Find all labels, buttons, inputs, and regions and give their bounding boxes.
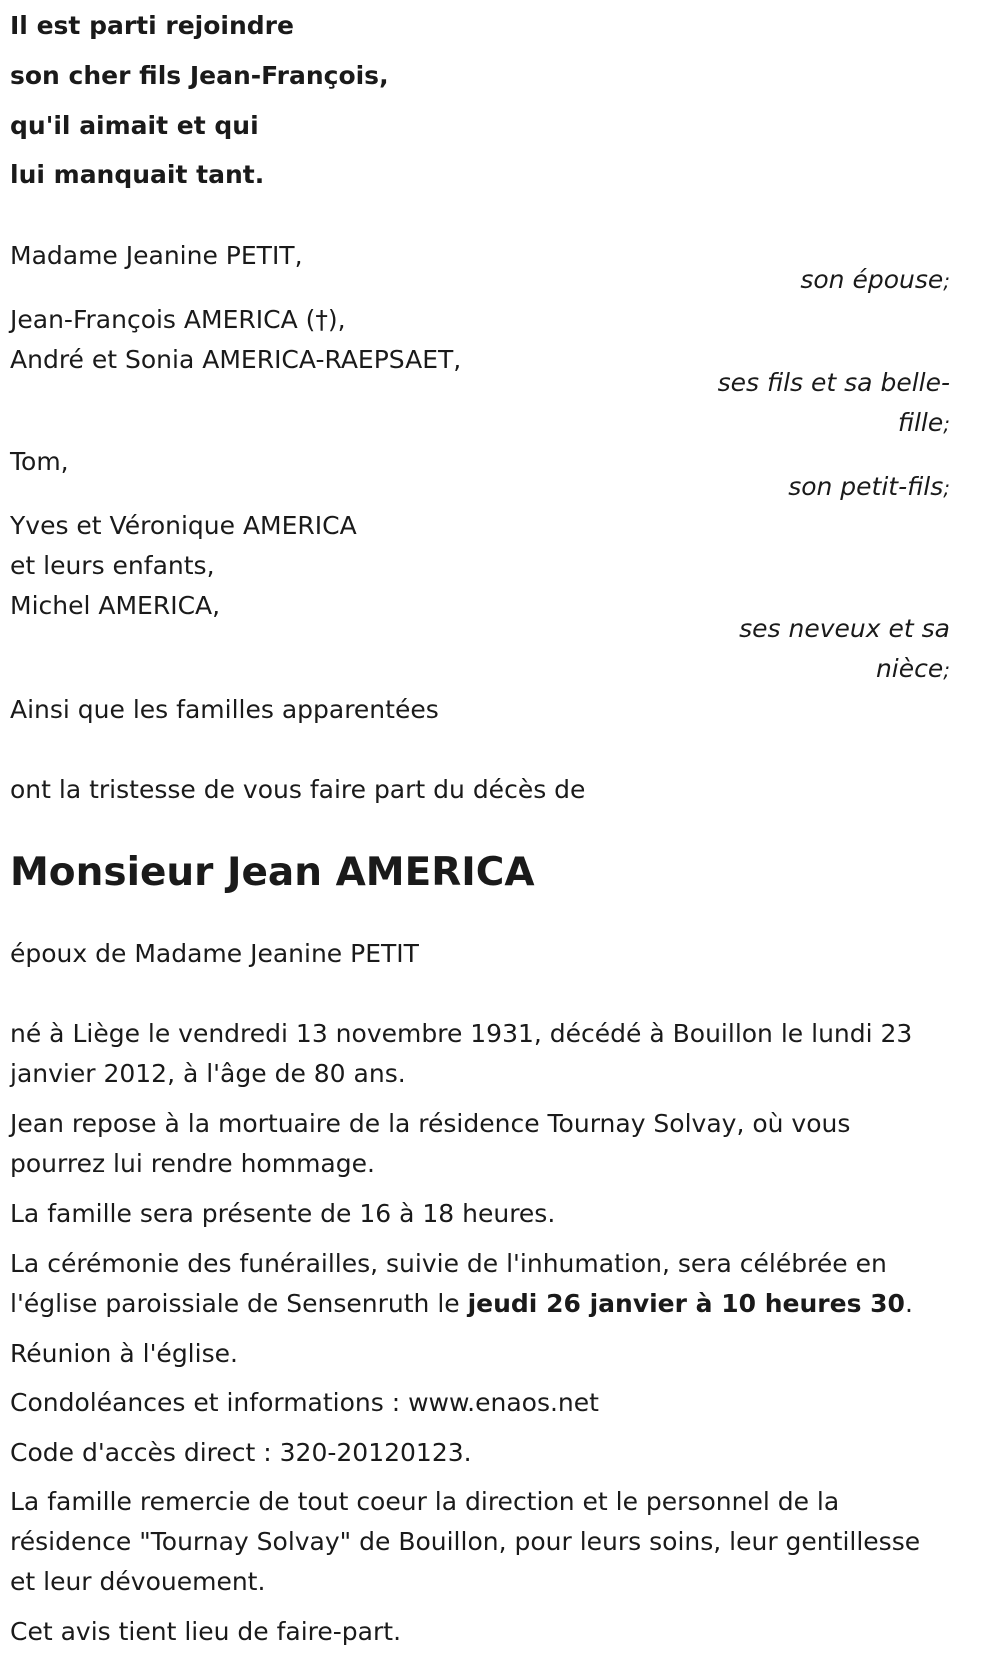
grandson-role: son petit-fils; — [788, 472, 950, 501]
nephews-role-line-2: nièce; — [875, 654, 950, 683]
rest-paragraph: Jean repose à la mortuaire de la résidence Tournay Solvay, où vous pourrez lui rendre hommage. — [10, 1109, 851, 1178]
meeting-paragraph: Réunion à l'église. — [10, 1339, 238, 1368]
nephew-1-children: et leurs enfants, — [10, 551, 215, 580]
sons-role-line-1: ses fils et sa belle- — [717, 368, 950, 397]
nephew-2: Michel AMERICA, — [10, 591, 221, 620]
intro-line-2: son cher fils Jean-François, — [10, 61, 389, 90]
condolences-paragraph: Condoléances et informations : www.enaos.net — [10, 1388, 599, 1417]
relatives-line: Ainsi que les familles apparentées — [10, 695, 439, 724]
intro-line-4: lui manquait tant. — [10, 160, 265, 189]
spouse-of: époux de Madame Jeanine PETIT — [10, 939, 419, 968]
nephew-1: Yves et Véronique AMERICA — [10, 511, 357, 540]
deceased-name: Monsieur Jean AMERICA — [10, 850, 535, 895]
ceremony-paragraph: La cérémonie des funérailles, suivie de l'inhumation, sera célébrée en l'église paroissiale de Sensenruth le jeudi 26 janvier à 10 heures 30. — [10, 1249, 913, 1318]
son-2: André et Sonia AMERICA-RAEPSAET, — [10, 345, 462, 374]
intro-line-3: qu'il aimait et qui — [10, 111, 259, 140]
closing-paragraph: Cet avis tient lieu de faire-part. — [10, 1617, 402, 1646]
thanks-paragraph: La famille remercie de tout coeur la direction et le personnel de la résidence "Tournay Solvay" de Bouillon, pour leurs soins, leur gentillesse et leur dévouement. — [10, 1487, 921, 1596]
nephews-role-line-1: ses neveux et sa — [739, 614, 950, 643]
sons-role-line-2: fille; — [897, 408, 950, 437]
presence-paragraph: La famille sera présente de 16 à 18 heures. — [10, 1199, 556, 1228]
son-1: Jean-François AMERICA (†), — [10, 305, 346, 334]
spouse-role: son épouse; — [800, 265, 950, 294]
birth-death-paragraph: né à Liège le vendredi 13 novembre 1931, décédé à Bouillon le lundi 23 janvier 2012, à l'âge de 80 ans. — [10, 1019, 913, 1088]
grandson-name: Tom, — [10, 447, 69, 476]
announcement: ont la tristesse de vous faire part du décès de — [10, 775, 586, 804]
ceremony-date: jeudi 26 janvier à 10 heures 30 — [467, 1289, 905, 1318]
intro-line-1: Il est parti rejoindre — [10, 11, 294, 40]
spouse-name: Madame Jeanine PETIT, — [10, 241, 303, 270]
access-code-paragraph: Code d'accès direct : 320-20120123. — [10, 1438, 472, 1467]
